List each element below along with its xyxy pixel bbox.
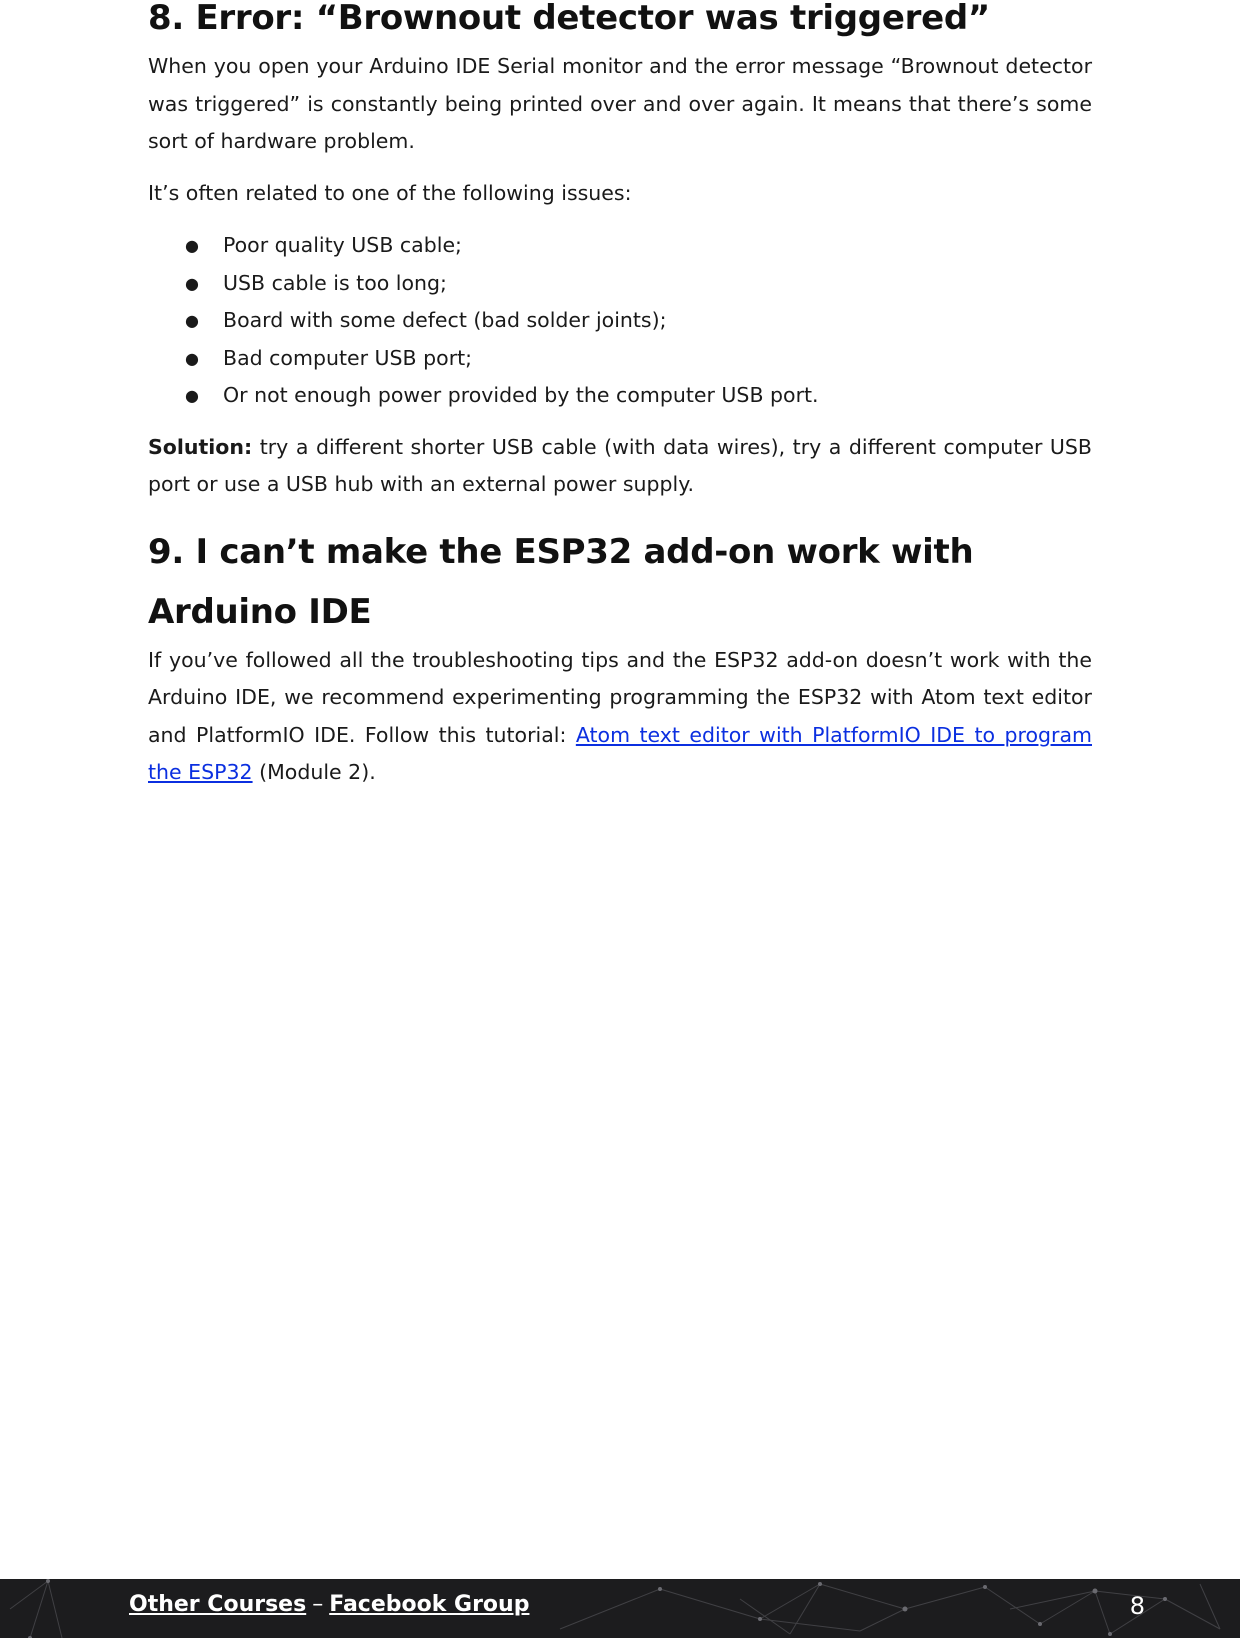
solution-paragraph bbox=[148, 429, 1092, 504]
list-item bbox=[148, 227, 1092, 265]
issues-lead: It’s often related to one of the following issues: bbox=[148, 180, 632, 205]
page-footer bbox=[0, 1579, 1240, 1638]
section-9-paragraph bbox=[148, 642, 1092, 792]
solution-label: Solution: bbox=[148, 434, 253, 459]
list-item bbox=[148, 265, 1092, 303]
bullet-icon: ● bbox=[185, 311, 199, 330]
list-item-text: Or not enough power provided by the computer USB port. bbox=[223, 383, 819, 407]
section-9-title: 9. I can’t make the ESP32 add-on work with Arduino IDE bbox=[148, 531, 974, 632]
footer-separator: – bbox=[312, 1592, 324, 1617]
bullet-icon: ● bbox=[185, 236, 199, 255]
section-9-text-before-link: If you’ve followed all the troubleshooting tips and the ESP32 add-on doesn’t work with the Arduino IDE, we recommend experimenting programming the ESP32 with Atom text editor and PlatformIO IDE. Follow this tutorial: bbox=[148, 647, 1092, 747]
bullet-icon: ● bbox=[185, 386, 199, 405]
page-content bbox=[148, 0, 1092, 792]
bullet-icon: ● bbox=[185, 348, 199, 368]
issues-list bbox=[148, 227, 1092, 415]
platformio-tutorial-link[interactable]: Atom text editor with PlatformIO IDE to program the ESP32 bbox=[148, 722, 1092, 784]
facebook-group-link[interactable]: Facebook Group bbox=[329, 1592, 530, 1617]
other-courses-link[interactable]: Other Courses bbox=[129, 1592, 307, 1617]
list-item bbox=[148, 377, 1092, 415]
list-item bbox=[148, 340, 1092, 378]
page-number: 8 bbox=[1129, 1592, 1145, 1620]
list-item bbox=[148, 302, 1092, 340]
bullet-icon: ● bbox=[185, 273, 199, 293]
list-item-text: Board with some defect (bad solder joints); bbox=[223, 308, 667, 332]
section-8-intro: When you open your Arduino IDE Serial monitor and the error message “Brownout detector was triggered” is constantly being printed over and over again. It means that there’s some sort of hardware problem. bbox=[148, 54, 1092, 153]
list-item-text: Poor quality USB cable; bbox=[223, 233, 462, 257]
list-item-text: Bad computer USB port; bbox=[223, 345, 473, 370]
section-8-title: 8. Error: “Brownout detector was triggered” bbox=[148, 0, 990, 38]
solution-text: try a different shorter USB cable (with data wires), try a different computer USB port or use a USB hub with an external power supply. bbox=[148, 434, 1092, 496]
section-9-text-after-link: (Module 2). bbox=[252, 760, 376, 784]
list-item-text: USB cable is too long; bbox=[223, 270, 447, 295]
footer-links bbox=[129, 1592, 529, 1617]
